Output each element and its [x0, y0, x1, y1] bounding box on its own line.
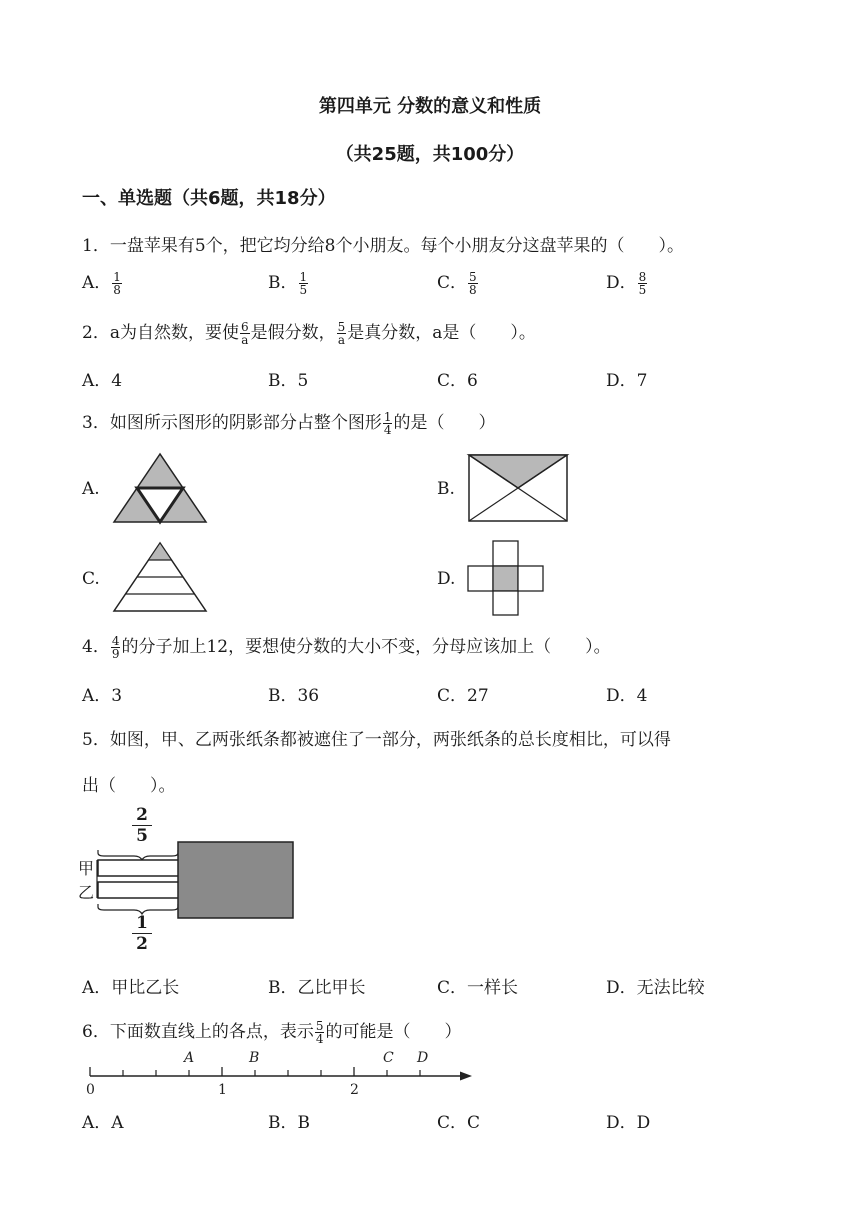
q4-option-d[interactable]: D．4 [606, 686, 648, 706]
point-label-d: D [417, 1050, 429, 1066]
q2-option-b[interactable]: B．5 [268, 371, 309, 391]
fraction: $\frac{1}{5}$ [299, 270, 308, 297]
option-letter: B． [268, 273, 298, 293]
q6-option-c[interactable]: C．C [437, 1113, 481, 1133]
fraction: $\frac{5}{8}$ [469, 270, 477, 297]
q4-option-b[interactable]: B．36 [268, 686, 320, 706]
q5-label-jia: 甲 [78, 859, 95, 878]
q4-option-c[interactable]: C．27 [437, 686, 489, 706]
point-label-b: B [249, 1050, 260, 1066]
option-letter: C． [437, 273, 468, 293]
q2-option-a[interactable]: A．4 [82, 371, 123, 391]
q5-paper-strips [78, 806, 308, 958]
q2-option-c[interactable]: C．6 [437, 371, 478, 391]
fraction: $\frac{6}{a}$ [240, 320, 249, 347]
q6-number-line [80, 1046, 475, 1096]
tick-label-1: 1 [218, 1082, 227, 1098]
page-subtitle: （共25题，共100分） [335, 144, 525, 165]
option-letter: A． [82, 273, 112, 293]
fraction: $\frac{5}{4}$ [315, 1019, 324, 1046]
q5-option-d[interactable]: D．无法比较 [606, 978, 705, 998]
q4-option-a[interactable]: A．3 [82, 686, 123, 706]
q5-option-c[interactable]: C．一样长 [437, 978, 519, 998]
q3-option-b-label[interactable]: B. [437, 479, 455, 499]
question-2-text: 2．a为自然数，要使 $\frac{6}{a}$ 是假分数， $\frac{5}{a}$ 是真分数，a是（ ）。 [82, 320, 536, 347]
fraction: $\frac{5}{a}$ [337, 320, 346, 347]
q3-figure-d-cross[interactable] [467, 540, 545, 616]
q3-figure-c-layered-triangle[interactable] [112, 541, 208, 613]
question-3-text: 3．如图所示图形的阴影部分占整个图形 $\frac{1}{4}$ 的是（ ） [82, 410, 496, 437]
q6-option-b[interactable]: B．B [268, 1113, 310, 1133]
question-5-text-line2: 出（ ）。 [82, 776, 176, 796]
q5-option-a[interactable]: A．甲比乙长 [82, 978, 180, 998]
q3-figure-b-rectangle[interactable] [468, 454, 568, 522]
q3-option-c-label[interactable]: C. [82, 569, 100, 589]
q5-top-fraction: 2 5 [132, 806, 152, 845]
option-letter: D． [606, 273, 637, 293]
q1-option-d[interactable] [606, 268, 648, 296]
page-title: 第四单元 分数的意义和性质 [318, 96, 542, 117]
q5-option-b[interactable]: B．乙比甲长 [268, 978, 366, 998]
point-label-a: A [184, 1050, 195, 1066]
q3-figure-a-triangle[interactable] [112, 452, 208, 524]
question-4-text: 4． $\frac{4}{9}$ 的分子加上12，要想使分数的大小不变，分母应该加上（ ）。 [82, 634, 611, 661]
section-heading: 一、单选题（共6题，共18分） [82, 188, 336, 209]
question-5-text-line1: 5．如图，甲、乙两张纸条都被遮住了一部分，两张纸条的总长度相比，可以得 [82, 730, 671, 750]
arrow-head-icon [460, 1072, 472, 1081]
tick-label-0: 0 [86, 1082, 95, 1098]
question-6-text: 6．下面数直线上的各点，表示 $\frac{5}{4}$ 的可能是（ ） [82, 1019, 462, 1046]
q6-option-a[interactable]: A．A [82, 1113, 124, 1133]
q5-label-yi: 乙 [78, 883, 95, 902]
fraction: $\frac{1}{8}$ [113, 270, 121, 297]
fraction: $\frac{1}{4}$ [383, 410, 392, 437]
tick-label-2: 2 [350, 1082, 359, 1098]
q3-option-d-label[interactable]: D. [437, 569, 456, 589]
q3-option-a-label[interactable]: A. [82, 479, 100, 499]
q5-bottom-fraction: 1 2 [132, 914, 152, 953]
q1-option-c[interactable] [437, 268, 479, 296]
q1-option-b[interactable] [268, 268, 309, 296]
fraction: $\frac{4}{9}$ [111, 634, 120, 661]
q6-option-d[interactable]: D．D [606, 1113, 651, 1133]
fraction: $\frac{8}{5}$ [638, 270, 647, 297]
q2-option-d[interactable]: D．7 [606, 371, 648, 391]
point-label-c: C [383, 1050, 394, 1066]
q1-option-a[interactable] [82, 268, 123, 296]
q5-figure [78, 806, 308, 958]
question-1-text: 1．一盘苹果有5个，把它均分给8个小朋友。每个小朋友分这盘苹果的（ ）。 [82, 236, 684, 256]
